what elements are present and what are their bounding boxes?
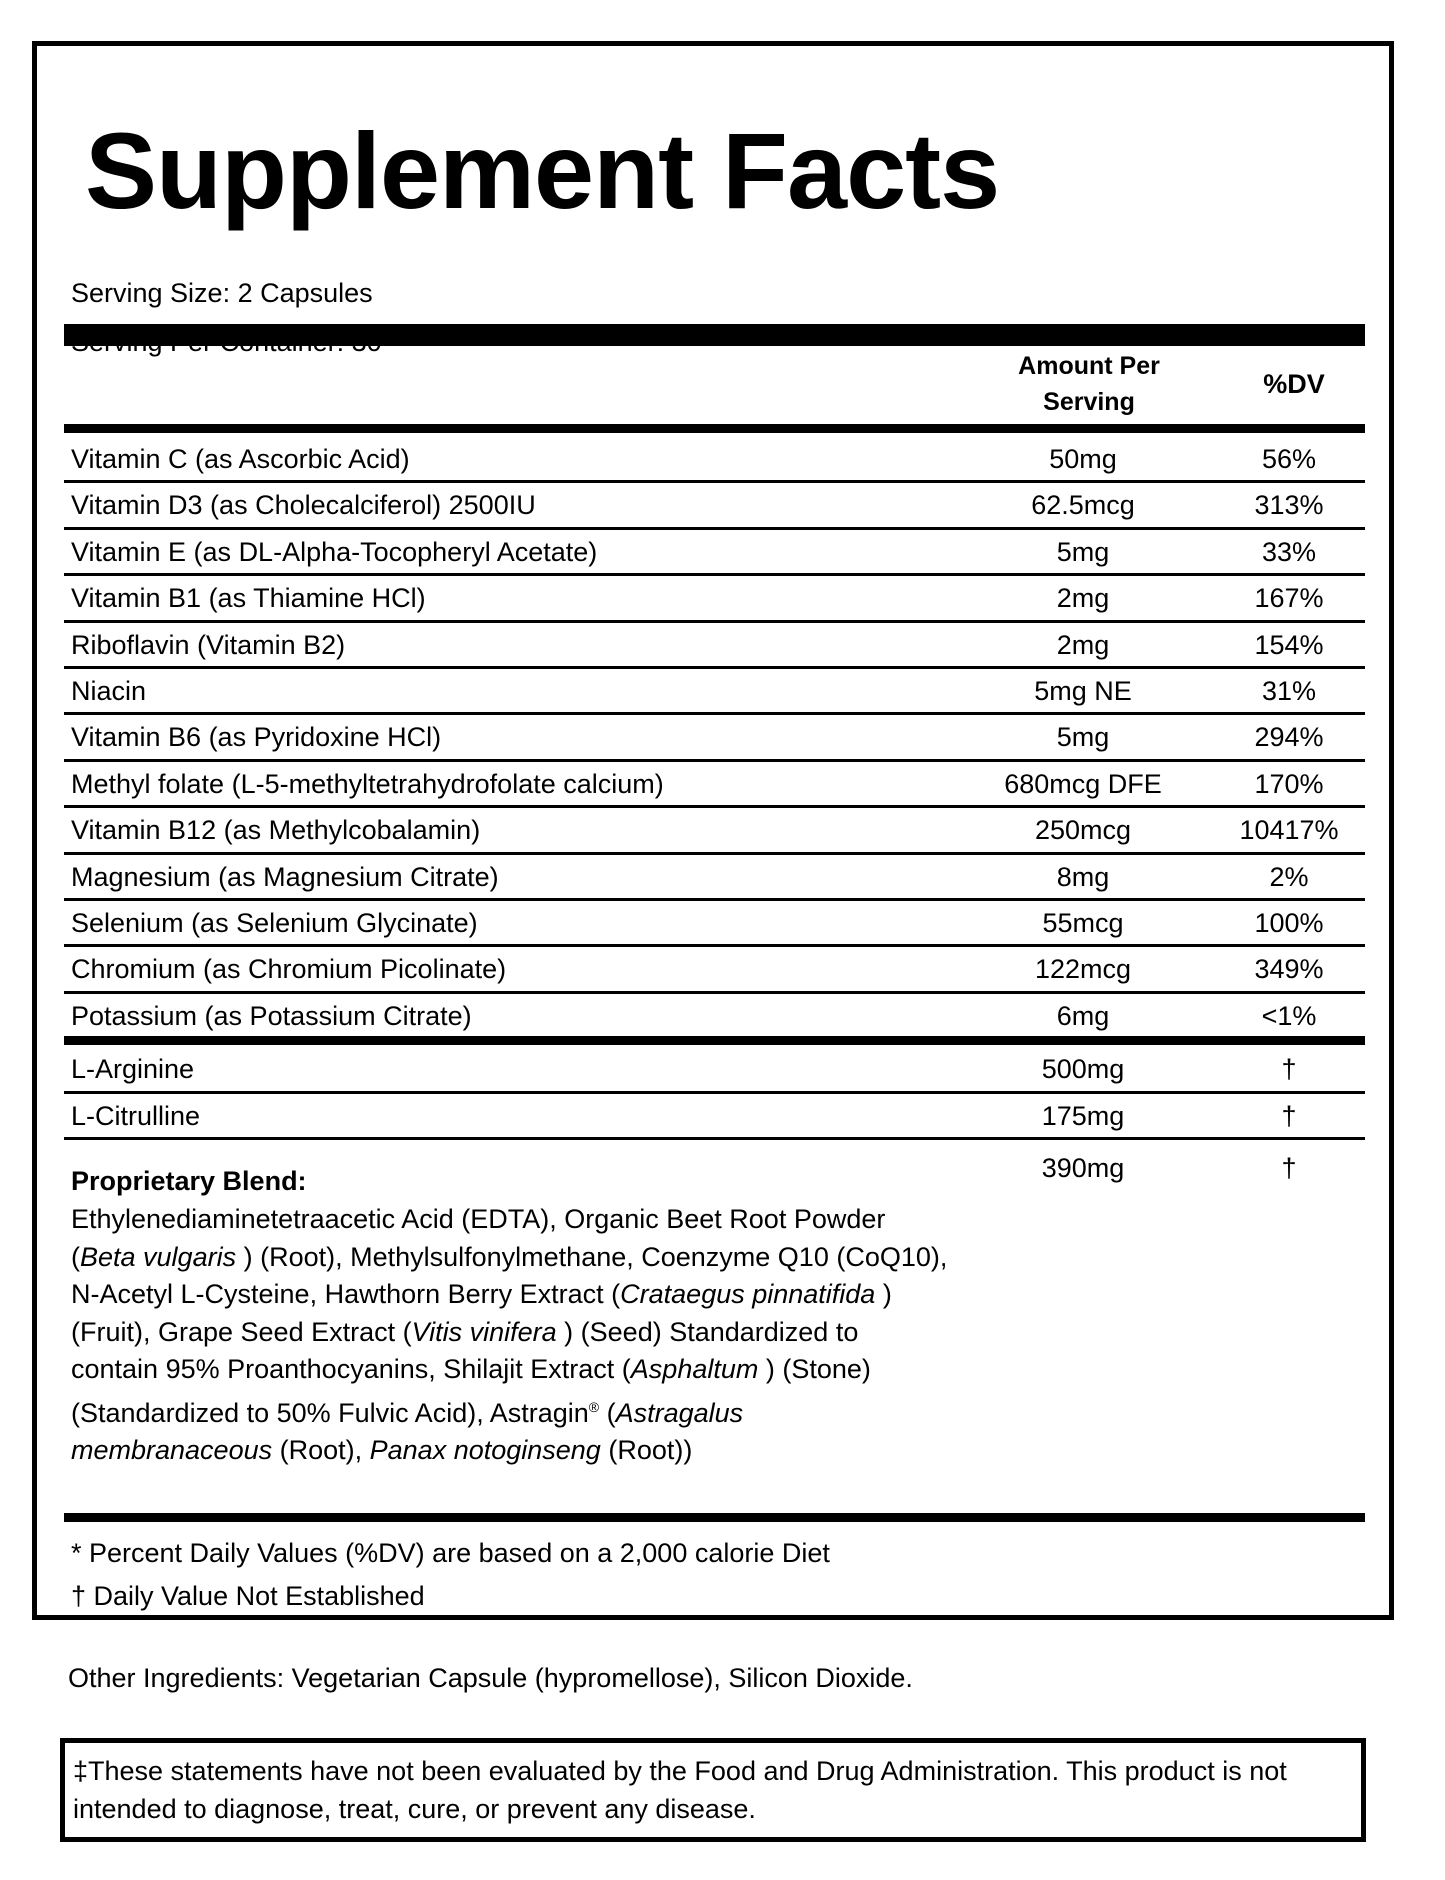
- ingredient-name: Vitamin B12 (as Methylcobalamin): [71, 815, 481, 846]
- medium-divider: [64, 1036, 1365, 1045]
- row-divider: [64, 666, 1365, 669]
- footnote-daily-values: * Percent Daily Values (%DV) are based on a 2,000 calorie Diet: [71, 1538, 830, 1568]
- ingredient-name: Vitamin B6 (as Pyridoxine HCl): [71, 722, 442, 753]
- row-divider: [64, 944, 1365, 947]
- row-divider: [64, 620, 1365, 623]
- amount: 175mg: [1041, 1100, 1125, 1131]
- footnote-dagger: † Daily Value Not Established: [71, 1581, 425, 1611]
- daily-value: 154%: [1254, 629, 1324, 660]
- nutrient-row: [64, 668, 1365, 714]
- ingredient-name: Vitamin C (as Ascorbic Acid): [71, 444, 410, 474]
- amount: 122mcg: [1034, 954, 1132, 985]
- ingredient-name: Niacin: [71, 676, 147, 706]
- daily-value: 313%: [1254, 490, 1324, 521]
- amount: 62.5mcg: [1031, 490, 1135, 521]
- daily-value: 349%: [1254, 954, 1324, 985]
- daily-value: †: [1281, 1100, 1297, 1131]
- amount: 5mg NE: [1034, 676, 1132, 706]
- daily-value: 294%: [1254, 722, 1324, 753]
- nutrient-row: [64, 482, 1365, 528]
- amount: 2mg: [1056, 583, 1110, 614]
- row-divider: [64, 852, 1365, 855]
- nutrient-row: [64, 436, 1365, 482]
- amount: 2mg: [1056, 629, 1110, 660]
- proprietary-blend-amount: 390mg: [1041, 1153, 1125, 1183]
- row-divider: [64, 898, 1365, 901]
- nutrient-row: [64, 854, 1365, 900]
- amount: 500mg: [1041, 1054, 1125, 1084]
- row-divider: [64, 1091, 1365, 1094]
- amount: 5mg: [1056, 722, 1110, 753]
- row-divider: [64, 805, 1365, 808]
- daily-value: 167%: [1254, 583, 1324, 614]
- fda-disclaimer-text: ‡These statements have not been evaluated by the Food and Drug Administration. This product is not intended to diagnose, treat, cure, or prevent any disease.: [73, 1756, 1287, 1824]
- ingredient-name: L-Arginine: [71, 1054, 195, 1084]
- nutrient-row: [64, 993, 1365, 1039]
- row-divider: [64, 480, 1365, 483]
- ingredient-name: Vitamin E (as DL-Alpha-Tocopheryl Acetate): [71, 536, 598, 567]
- amount: 5mg: [1056, 536, 1110, 567]
- daily-value: 31%: [1261, 676, 1317, 706]
- daily-value: †: [1281, 1054, 1297, 1084]
- amount-per-serving-header: Amount Per Serving: [1018, 352, 1160, 416]
- nutrient-row: [64, 714, 1365, 760]
- thick-divider: [64, 324, 1365, 346]
- amount: 250mcg: [1034, 815, 1132, 846]
- amount: 680mcg DFE: [1004, 768, 1162, 799]
- dv-header: %DV: [1263, 369, 1325, 399]
- amount: 6mg: [1056, 1000, 1110, 1031]
- ingredient-name: L-Citrulline: [71, 1100, 201, 1131]
- nutrient-row: [64, 529, 1365, 575]
- daily-value: 170%: [1254, 768, 1324, 799]
- amount: 8mg: [1056, 861, 1110, 892]
- nutrient-row: [64, 622, 1365, 668]
- row-divider: [64, 759, 1365, 762]
- row-divider: [64, 573, 1365, 576]
- ingredient-name: Riboflavin (Vitamin B2): [71, 629, 346, 660]
- daily-value: 56%: [1261, 444, 1317, 474]
- nutrient-row: [64, 761, 1365, 807]
- amount: 55mcg: [1042, 908, 1124, 938]
- medium-divider: [64, 1513, 1365, 1522]
- row-divider: [64, 527, 1365, 530]
- ingredient-name: Selenium (as Selenium Glycinate): [71, 908, 478, 938]
- amount: 50mg: [1049, 444, 1117, 474]
- ingredient-name: Methyl folate (L-5-methyltetrahydrofolate calcium): [71, 768, 664, 799]
- proprietary-blend-title: Proprietary Blend:: [71, 1166, 307, 1196]
- serving-size: Serving Size: 2 Capsules: [71, 278, 373, 308]
- daily-value: 100%: [1254, 908, 1324, 938]
- medium-divider: [64, 424, 1365, 433]
- ingredient-name: Vitamin D3 (as Cholecalciferol) 2500IU: [71, 490, 536, 521]
- row-divider: [64, 991, 1365, 994]
- panel-title: Supplement Facts: [85, 110, 1000, 231]
- daily-value: 2%: [1269, 861, 1309, 892]
- active-ingredient-row: [64, 1046, 1365, 1092]
- nutrient-row: [64, 900, 1365, 946]
- ingredient-name: Magnesium (as Magnesium Citrate): [71, 861, 499, 892]
- daily-value: 33%: [1261, 536, 1317, 567]
- daily-value: 10417%: [1239, 815, 1339, 846]
- ingredient-name: Potassium (as Potassium Citrate): [71, 1000, 472, 1031]
- active-ingredient-row: [64, 1093, 1365, 1139]
- proprietary-blend-dv: †: [1281, 1153, 1297, 1183]
- supplement-facts-panel: [32, 41, 1394, 1620]
- ingredient-name: Chromium (as Chromium Picolinate): [71, 954, 507, 985]
- nutrient-row: [64, 807, 1365, 853]
- proprietary-blend-ingredients: Ethylenediaminetetraacetic Acid (EDTA), Organic Beet Root Powder (Beta vulgaris ) (Root), Methylsulfonylmethane, Coenzyme Q10 (CoQ10), N-Acetyl L-Cysteine, Hawthorn Berry Extract (Crataegus pinnatifida ) (Fruit), Grape Seed Extract (Vitis vinifera ) (Seed) Standardized to contain 95% Proanthocyanins, Shilajit Extract (Asphaltum ) (Stone) (Standardized to 50% Fulvic Acid), Astragin® (Astragalus membranaceous (Root), Panax notoginseng (Root)): [71, 1204, 948, 1465]
- row-divider: [64, 712, 1365, 715]
- nutrient-row: [64, 575, 1365, 621]
- row-divider: [64, 1137, 1365, 1140]
- fda-disclaimer-box: [60, 1738, 1366, 1842]
- ingredient-name: Vitamin B1 (as Thiamine HCl): [71, 583, 426, 614]
- daily-value: <1%: [1261, 1000, 1317, 1031]
- nutrient-row: [64, 946, 1365, 992]
- other-ingredients: Other Ingredients: Vegetarian Capsule (hypromellose), Silicon Dioxide.: [68, 1663, 913, 1693]
